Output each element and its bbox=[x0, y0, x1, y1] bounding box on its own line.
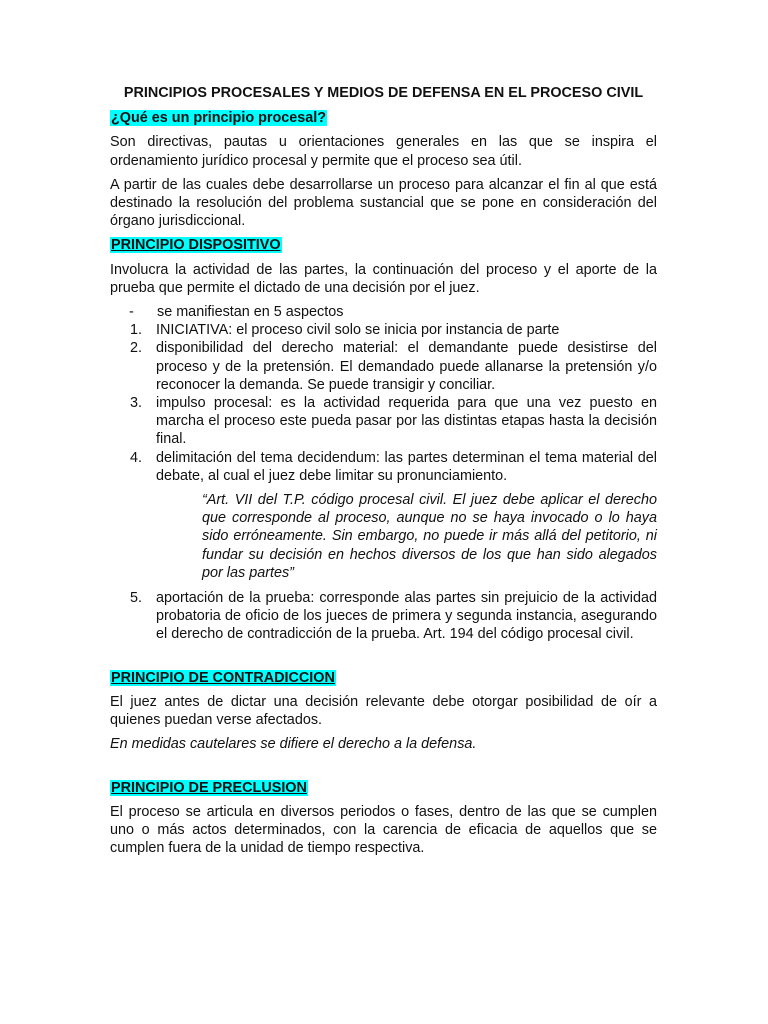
list-item-text: disponibilidad del derecho material: el demandante puede desistirse del proceso y de la pretensión. El demandado puede allanarse la pretensión y/o reconocer la demanda. Se puede transigir y conciliar. bbox=[156, 340, 657, 393]
list-marker: 3. bbox=[130, 395, 143, 412]
paragraph-medidas-cautelares: En medidas cautelares se difiere el derecho a la defensa. bbox=[110, 736, 477, 753]
list-item bbox=[110, 339, 657, 394]
list-item-text: impulso procesal: es la actividad requerida para que una vez puesto en marcha el proceso este pueda pasar por las distintas etapas hasta la decisión final. bbox=[156, 395, 657, 448]
list-item-text: aportación de la prueba: corresponde alas partes sin prejuicio de la actividad probatoria de oficio de los jueces de primera y segunda instancia, asegurando el derecho de contradicción de la prueba. Art. 194 del código procesal civil. bbox=[156, 590, 657, 643]
list-item bbox=[110, 449, 657, 485]
section-heading-principio-preclusion: PRINCIPIO DE PRECLUSION bbox=[111, 779, 307, 796]
legal-quote: “Art. VII del T.P. código procesal civil. El juez debe aplicar el derecho que corresponde al proceso, aunque no se haya invocado o lo haya sido erróneamente. Sin embargo, no puede ir más allá del petitorio, ni fundar su decisión en hechos diversos de los que han sido alegados por las partes” bbox=[202, 492, 657, 581]
list-intro bbox=[110, 303, 657, 321]
list-item bbox=[110, 589, 657, 644]
section-heading-principio-procesal: ¿Qué es un principio procesal? bbox=[111, 110, 327, 127]
list-marker: 1. bbox=[130, 322, 143, 339]
list-item-text: INICIATIVA: el proceso civil solo se inicia por instancia de parte bbox=[156, 322, 560, 339]
paragraph-contradiccion: El juez antes de dictar una decisión relevante debe otorgar posibilidad de oír a quienes puedan verse afectados. bbox=[110, 693, 657, 729]
list-marker: 5. bbox=[130, 590, 143, 607]
list-item-text: delimitación del tema decidendum: las partes determinan el tema material del debate, al cual el juez debe limitar su pronunciamiento. bbox=[156, 449, 657, 484]
list-item bbox=[110, 394, 657, 449]
paragraph-preclusion: El proceso se articula en diversos periodos o fases, dentro de las que se cumplen uno o más actos determinados, con la carencia de eficacia de aquellos que se cumplen fuera de la unidad de tiempo respectiva. bbox=[110, 803, 657, 857]
list-marker: 2. bbox=[130, 340, 143, 357]
document-title: PRINCIPIOS PROCESALES Y MEDIOS DE DEFENSA EN EL PROCESO CIVIL bbox=[123, 85, 644, 101]
list-item bbox=[110, 321, 657, 339]
list-intro-text: se manifiestan en 5 aspectos bbox=[157, 304, 344, 321]
paragraph-dispositivo: Involucra la actividad de las partes, la continuación del proceso y el aporte de la prueba que permite el dictado de una decisión por el juez. bbox=[110, 261, 657, 296]
section-heading-principio-dispositivo: PRINCIPIO DISPOSITIVO bbox=[111, 237, 281, 254]
paragraph-definicion: Son directivas, pautas u orientaciones generales en las que se inspira el ordenamiento jurídico procesal y permite que el proceso sea útil. bbox=[110, 134, 657, 169]
paragraph-finalidad: A partir de las cuales debe desarrollarse un proceso para alcanzar el fin al que está destinado la resolución del problema sustancial que se pone en consideración del órgano jurisdiccional. bbox=[110, 176, 657, 230]
list-dash-marker: - bbox=[129, 304, 134, 321]
section-heading-principio-contradiccion: PRINCIPIO DE CONTRADICCION bbox=[111, 669, 335, 686]
list-marker: 4. bbox=[130, 449, 143, 466]
